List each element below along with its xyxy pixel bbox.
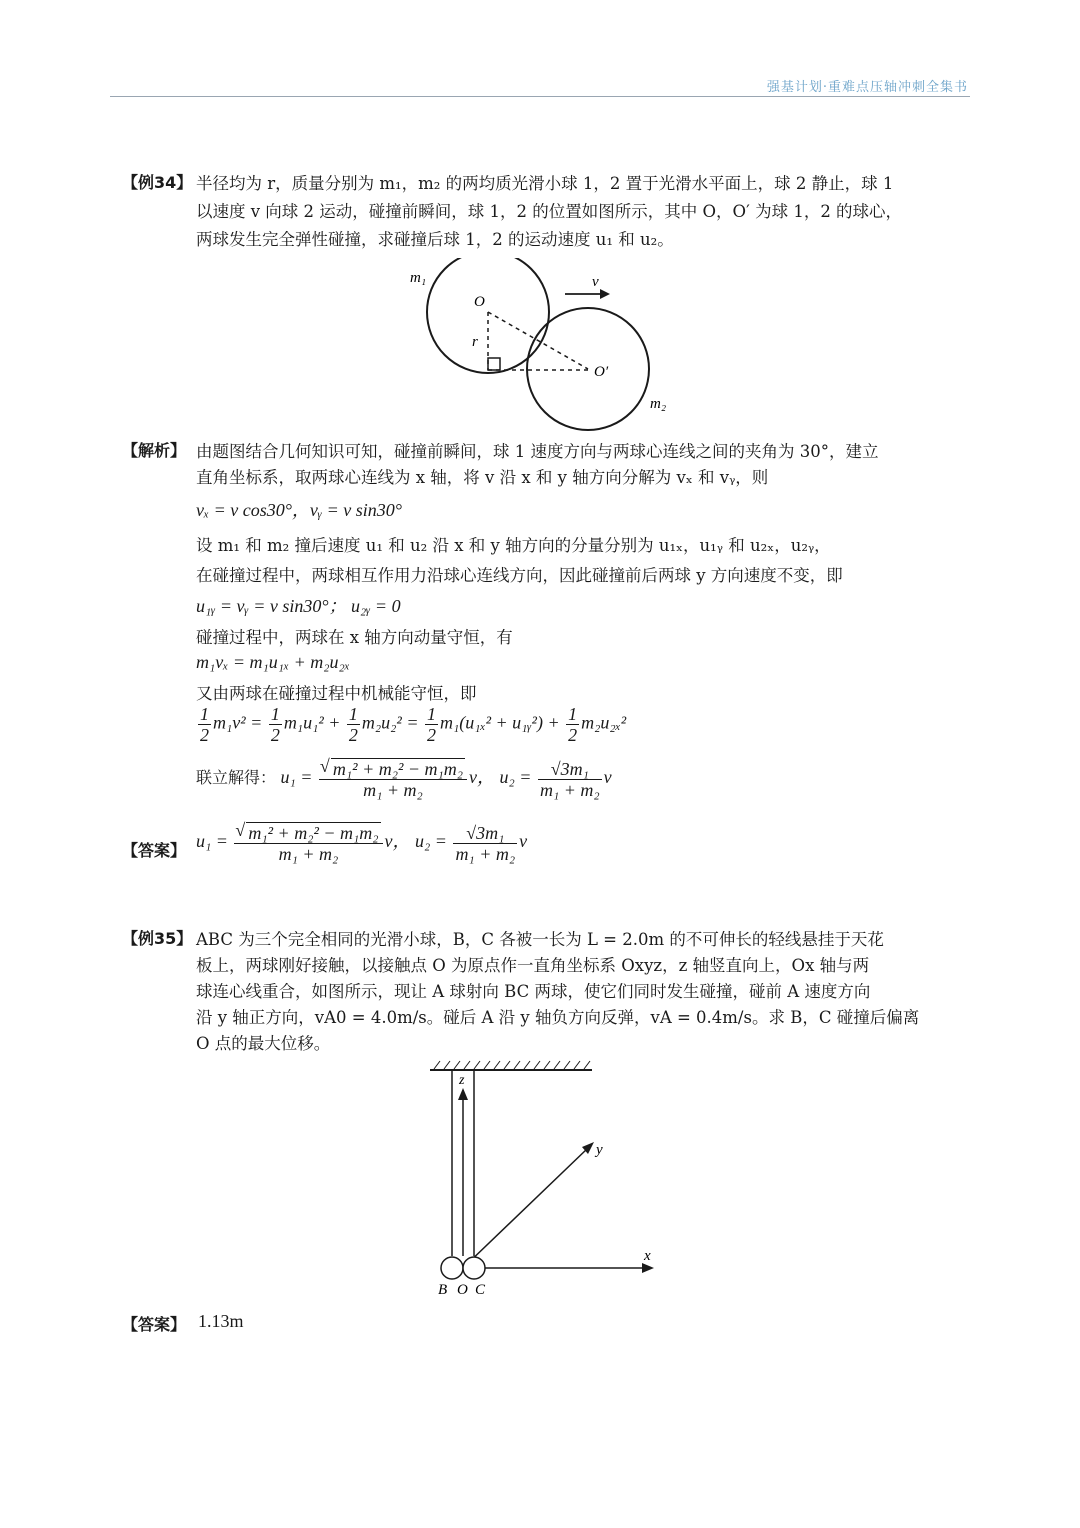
y-axis [463,1148,588,1268]
ball-C [463,1257,485,1279]
header-title: 强基计划·重难点压轴冲刺全集书 [766,80,968,95]
answer-34-tag: 【答案】 [122,841,187,860]
centers-line [488,312,588,369]
solution-eq-y-velocities: u₁ᵧ = vᵧ = v sin30°； u₂ᵧ = 0 [196,596,401,616]
label-y: y [596,1142,603,1158]
solution-line-6: 又由两球在碰撞过程中机械能守恒，即 [196,684,477,703]
solution-line-3: 设 m₁ 和 m₂ 撞后速度 u₁ 和 u₂ 沿 x 和 y 轴方向的分量分别为 u₁ₓ，u₁ᵧ 和 u₂ₓ，u₂ᵧ， [196,536,831,555]
label-v: v [592,274,599,290]
example-35-line-3: 球连心线重合，如图所示，现让 A 球射向 BC 两球，使它们同时发生碰撞，碰前 A 速度方向 [196,982,871,1001]
example-35-line-5: O 点的最大位移。 [196,1034,331,1053]
answer-35-value: 1.13m [198,1311,244,1331]
page-header [110,76,970,97]
label-O: O [474,294,485,310]
ceiling-hatch [434,1061,590,1069]
solution-line-1: 由题图结合几何知识可知，碰撞前瞬间，球 1 速度方向与两球心连线之间的夹角为 30°，建立 [196,442,879,461]
velocity-arrow-head [600,289,610,299]
example-35-line-1: ABC 为三个完全相同的光滑小球，B，C 各被一长为 L = 2.0m 的不可伸长的轻线悬挂于天花 [196,930,884,949]
example-34-line-2: 以速度 v 向球 2 运动，碰撞前瞬间，球 1，2 的位置如图所示，其中 O，O′ 为球 1，2 的球心， [196,202,903,221]
label-x: x [644,1248,651,1264]
pendulum-figure [420,1058,670,1302]
example-34-line-3: 两球发生完全弹性碰撞，求碰撞后球 1，2 的运动速度 u₁ 和 u₂。 [196,230,674,249]
x-axis-head [642,1263,654,1273]
answer-35-tag: 【答案】 [122,1315,187,1334]
label-m2: m₂ [650,396,667,412]
example-34-tag: 【例34】 [122,173,193,192]
solution-line-4: 在碰撞过程中，两球相互作用力沿球心连线方向，因此碰撞前后两球 y 方向速度不变，即 [196,566,843,585]
label-O-prime: O′ [594,364,609,380]
label-m1: m₁ [410,270,427,286]
example-35-line-4: 沿 y 轴正方向，vA0 = 4.0m/s。碰后 A 沿 y 轴负方向反弹，vA = 0.4m/s。求 B，C 碰撞后偏离 [196,1008,920,1027]
collision-figure [400,258,680,436]
ball-B [441,1257,463,1279]
label-B: B [438,1282,448,1298]
label-O: O [457,1282,468,1298]
right-angle-mark [488,358,500,370]
solution-line-2: 直角坐标系，取两球心连线为 x 轴，将 v 沿 x 和 y 轴方向分解为 vₓ 和 vᵧ，则 [196,468,769,487]
label-r: r [472,334,478,350]
solution-eq-momentum: m₁vₓ = m₁u₁ₓ + m₂u₂ₓ [196,652,350,672]
solution-line-5: 碰撞过程中，两球在 x 轴方向动量守恒，有 [196,628,513,647]
answer-34-formula: u₁ = √ $\frac{\text{m₁² + m₂² − m₁m₂}}{\text{m₁ + m₂}}$ v， u₂ = $\frac{\text{√3m₁}}{\text{m₁ + m₂}}$ v [196,822,527,864]
z-axis-head [458,1088,468,1100]
example-35-tag: 【例35】 [122,929,193,948]
solution-eq-vx-vy: vₓ = v cos30°，vᵧ = v sin30° [196,500,402,520]
solution-eq-energy: $\frac{1}{2}$ m₁v² = $\frac{1}{2}$ m₁u₁² + $\frac{1}{2}$ m₂u₂² = $\frac{1}{2}$ m₁(u₁ₓ² + u₁ᵧ²) + $\frac{1}{2}$ m₂u₂ₓ² [200,704,627,745]
label-z: z [459,1073,465,1088]
label-C: C [475,1282,486,1298]
example-35-line-2: 板上，两球刚好接触，以接触点 O 为原点作一直角坐标系 Oxyz，z 轴竖直向上，Ox 轴与两 [196,956,870,975]
example-34-line-1: 半径均为 r，质量分别为 m₁，m₂ 的两均质光滑小球 1，2 置于光滑水平面上，球 2 静止，球 1 [196,174,894,193]
solution-34-tag: 【解析】 [122,441,187,460]
solution-eq-result: 联立解得： u₁ = √ $\frac{\text{m₁² + m₂² − m₁m₂}}{\text{m₁ + m₂}}$ v， u₂ = $\frac{\text{√3m₁}}{\text{m₁ + m₂}}$ v [196,758,612,800]
